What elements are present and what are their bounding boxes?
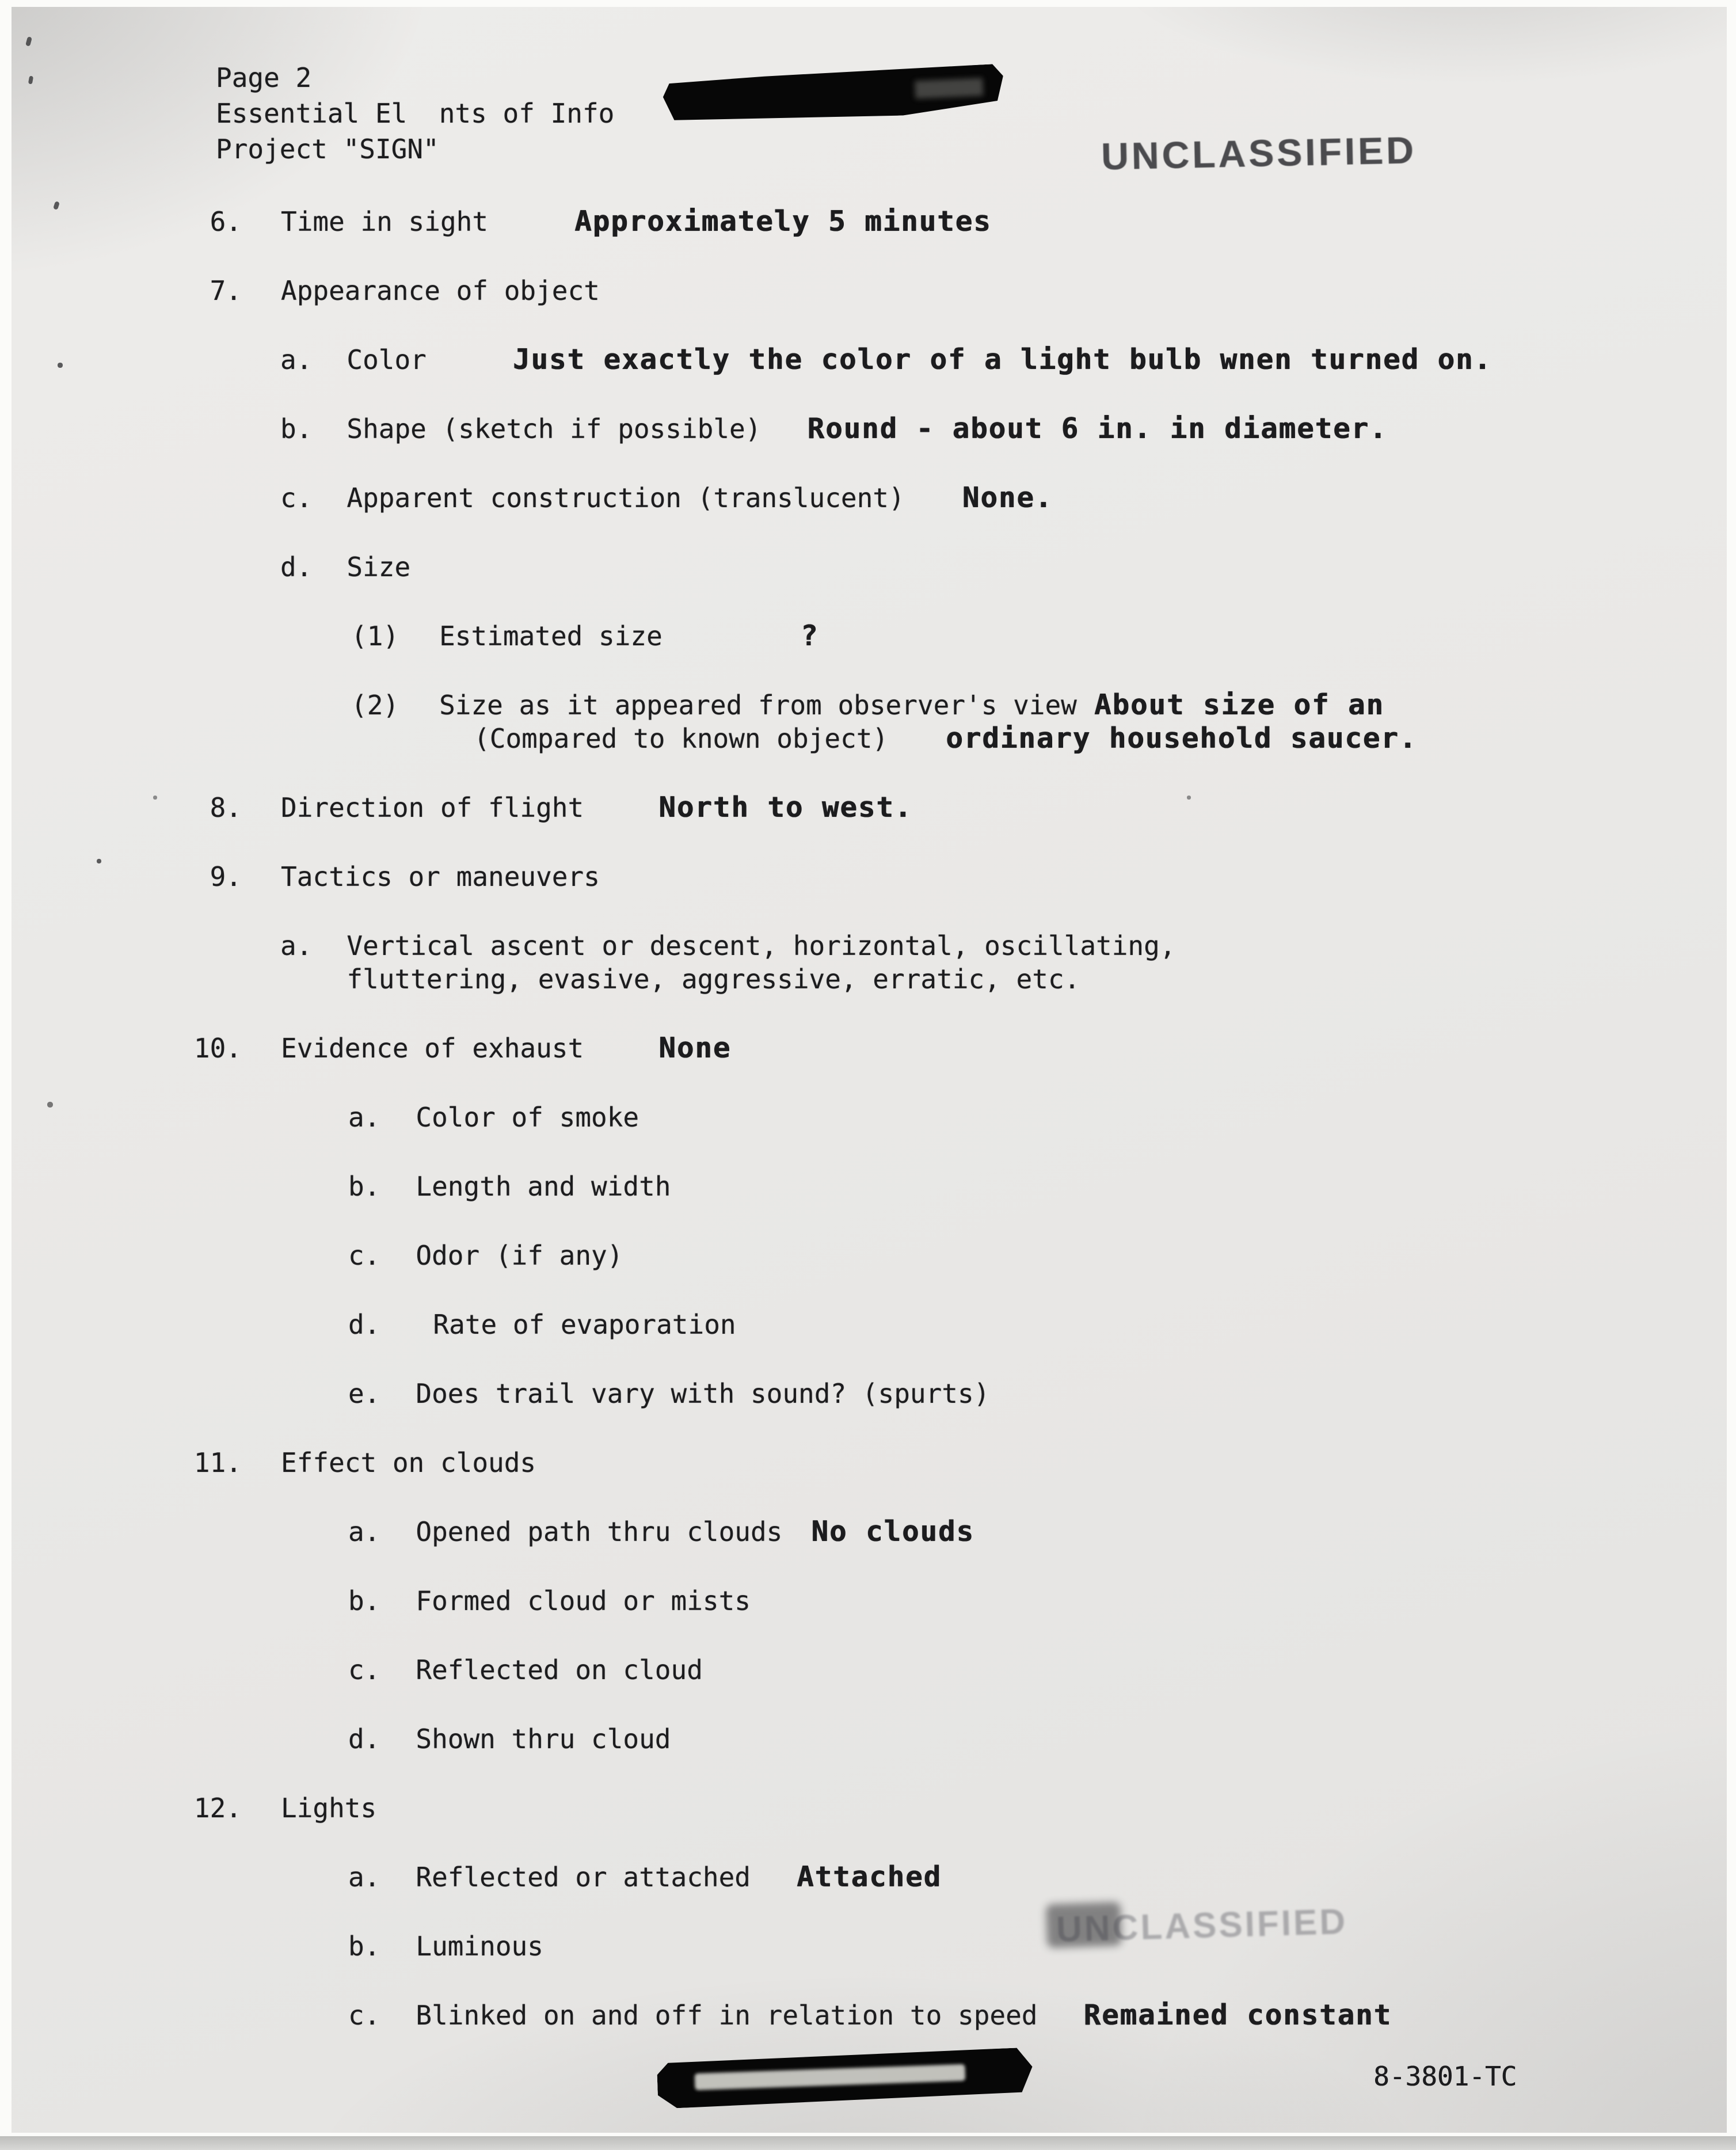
question-row-8 (193, 791, 1727, 824)
subitem-answer: No clouds (811, 1515, 974, 1548)
question-number: 10. (193, 1033, 242, 1064)
question-number: 7. (210, 275, 242, 306)
question-number: 11. (193, 1447, 242, 1478)
question-row-12 (193, 1791, 1727, 1825)
subitem-label: Formed cloud or mists (416, 1585, 751, 1616)
question-label: Lights (281, 1793, 377, 1824)
question-row-7d (280, 550, 1727, 584)
subitem-letter: a. (348, 1516, 380, 1547)
question-row-11c (348, 1653, 1727, 1687)
question-row-10 (193, 1032, 1727, 1065)
subitem-answer: None. (962, 481, 1053, 514)
subitem-letter: d. (348, 1309, 380, 1340)
document-number: 8-3801-TC (1373, 2061, 1517, 2092)
question-row-11a (348, 1515, 1727, 1548)
question-number: 8. (210, 792, 242, 823)
subitem-letter: c. (280, 482, 313, 513)
scan-speck (58, 363, 63, 368)
subitem-label: Shape (sketch if possible) (347, 413, 762, 444)
question-row-7 (193, 274, 1727, 307)
scan-speck (47, 1102, 53, 1108)
question-row-6 (193, 205, 1727, 238)
question-row-7c (280, 481, 1727, 515)
subitem-letter: e. (348, 1378, 380, 1409)
subsubitem-number: (2) (351, 690, 399, 721)
question-number: 6. (210, 206, 242, 237)
page-header (216, 60, 1727, 167)
subitem-label: Length and width (416, 1171, 671, 1202)
page-number: Page 2 (216, 62, 312, 93)
subitem-answer: Round - about 6 in. in diameter. (807, 412, 1388, 445)
subitem-label: Luminous (416, 1931, 543, 1962)
question-row-10a (348, 1101, 1727, 1134)
subitem-letter: b. (348, 1585, 380, 1616)
unclassified-stamp-top: UNCLASSIFIED (1101, 128, 1417, 178)
subsubitem-label-2: (Compared to known object) (474, 723, 889, 754)
project-line: Project "SIGN" (216, 134, 439, 165)
question-number: 12. (193, 1793, 242, 1824)
subitem-label: Reflected on cloud (416, 1654, 703, 1685)
subitem-letter: c. (348, 2000, 380, 2031)
question-row-12c (348, 1999, 1727, 2032)
question-label: Evidence of exhaust (281, 1033, 584, 1064)
question-answer: North to west. (658, 791, 913, 824)
question-row-10c (348, 1239, 1727, 1272)
question-row-12b (348, 1930, 1727, 1963)
subitem-letter: a. (280, 930, 313, 961)
question-row-7d2 (351, 688, 1727, 755)
subitem-label: Opened path thru clouds (416, 1516, 783, 1547)
subitem-label: Rate of evaporation (433, 1309, 736, 1340)
question-label: Tactics or maneuvers (281, 861, 600, 892)
question-row-10e (348, 1377, 1727, 1410)
question-row-10d (348, 1308, 1727, 1341)
question-answer: None (658, 1032, 732, 1064)
subitem-answer: Attached (796, 1860, 942, 1893)
subitem-letter: b. (348, 1931, 380, 1962)
subitem-label: Apparent construction (translucent) (347, 482, 905, 513)
question-label: Appearance of object (281, 275, 600, 306)
question-row-9a (280, 929, 1727, 996)
scan-speck (97, 859, 101, 863)
subsubitem-answer: About size of an (1094, 688, 1384, 721)
question-row-7a (280, 343, 1727, 376)
scan-edge (0, 2136, 1736, 2150)
subsubitem-number: (1) (351, 621, 399, 652)
subsubitem-answer: ? (800, 619, 819, 652)
question-answer: Approximately 5 minutes (574, 205, 992, 238)
subitem-label: Color (347, 344, 427, 375)
question-number: 9. (210, 861, 242, 892)
subitem-letter: b. (348, 1171, 380, 1202)
subitem-answer: Just exactly the color of a light bulb wnen turned on. (512, 343, 1492, 376)
question-label: Time in sight (281, 206, 489, 237)
subitem-label: Color of smoke (416, 1102, 639, 1133)
subsubitem-answer-2: ordinary household saucer. (946, 722, 1418, 755)
question-row-9 (193, 860, 1727, 893)
subitem-letter: c. (348, 1240, 380, 1271)
subitem-letter: a. (348, 1102, 380, 1133)
subitem-answer: Remained constant (1083, 1999, 1392, 2031)
subitem-label: Reflected or attached (416, 1862, 751, 1893)
question-row-7d1 (351, 619, 1727, 653)
question-row-7b (280, 412, 1727, 446)
subitem-letter: d. (348, 1723, 380, 1755)
subitem-letter: a. (348, 1862, 380, 1893)
subitem-text-line1: Vertical ascent or descent, horizontal, oscillating, (347, 930, 1176, 961)
subject-line: Essential El nts of Info (216, 98, 615, 129)
question-row-12a (348, 1860, 1727, 1894)
subitem-letter: c. (348, 1654, 380, 1685)
question-label: Effect on clouds (281, 1447, 536, 1478)
subitem-label: Shown thru cloud (416, 1723, 671, 1755)
question-row-11 (193, 1446, 1727, 1479)
question-row-11d (348, 1722, 1727, 1756)
subsubitem-label: Estimated size (439, 621, 663, 652)
redaction-streak (695, 2064, 965, 2090)
subitem-label: Does trail vary with sound? (spurts) (416, 1378, 990, 1409)
subitem-label: Size (347, 551, 411, 583)
subitem-letter: b. (280, 413, 313, 444)
scan-speck (153, 796, 157, 800)
subitem-letter: d. (280, 551, 313, 583)
subitem-label: Odor (if any) (416, 1240, 623, 1271)
subitem-label: Blinked on and off in relation to speed (416, 2000, 1038, 2031)
subitem-letter: a. (280, 344, 313, 375)
document-body (12, 7, 1727, 2133)
question-label: Direction of flight (281, 792, 584, 823)
subsubitem-label: Size as it appeared from observer's view (439, 690, 1077, 721)
question-row-10b (348, 1170, 1727, 1203)
unclassified-stamp-bottom: UNCLASSIFIED (1056, 1901, 1349, 1950)
subitem-text-line2: fluttering, evasive, aggressive, erratic, etc. (347, 964, 1080, 995)
question-row-11b (348, 1584, 1727, 1618)
scan-speck (1187, 796, 1191, 800)
scanned-page (12, 7, 1727, 2133)
